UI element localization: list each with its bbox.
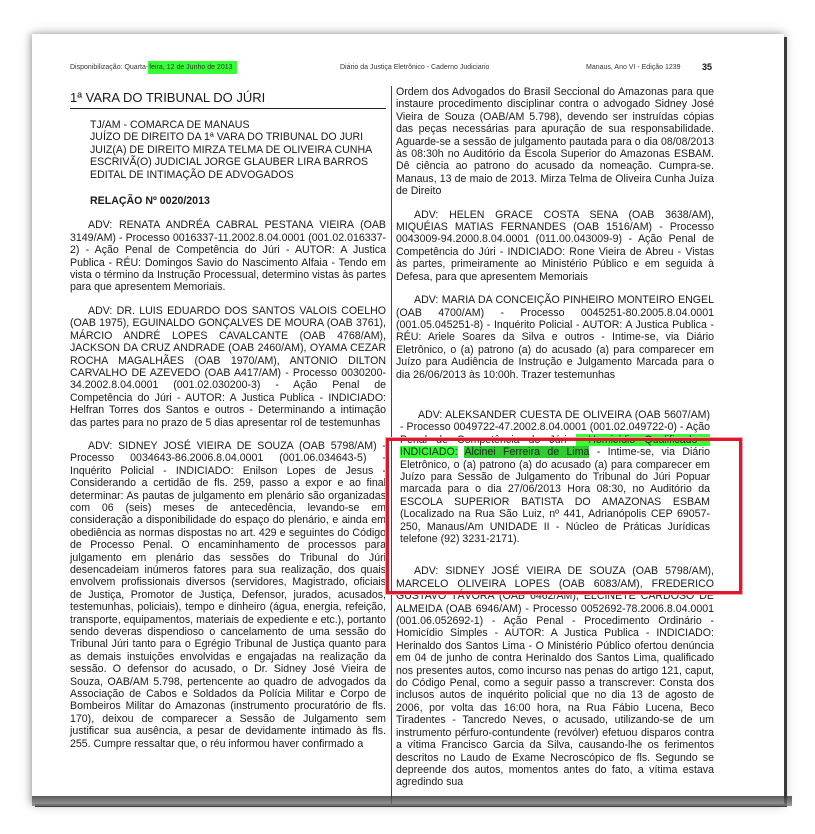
right-column (396, 86, 714, 800)
section-title: 1ª VARA DO TRIBUNAL DO JÚRI (70, 86, 386, 109)
notice-text: ADV: ALEKSANDER CUESTA DE OLIVEIRA (OAB 5607/AM) - Processo 0049722-47.2002.8.04.0001 (001.02.049722-0) - Ação Penal de Competência do Júri (400, 408, 710, 446)
page-number: 35 (702, 62, 713, 72)
highlighted-notice (396, 401, 714, 551)
notice-paragraph: ADV: HELEN GRACE COSTA SENA (OAB 3638/AM), MIQUÉIAS MATIAS FERNANDES (OAB 1516/AM) - Processo 0043009-94.2000.8.04.0001 (011.00.043009-9) - Ação Penal de Competência do Júri - INDICIADO: Rone Vieira de Abreu - Vistas às partes, primeiramente ao Ministério Público e em seguida à Defesa, para que apresentem Memoriais (396, 208, 714, 283)
relacao-number: RELAÇÃO Nº 0020/2013 (90, 195, 210, 208)
document-page (32, 34, 784, 804)
notice-paragraph: ADV: DR. LUIS EDUARDO DOS SANTOS VALOIS COELHO (OAB 1975), EGUINALDO GONÇALVES DE MOURA (OAB 3761), MÁRCIO ANDRÉ LOPES CAVALCANTE (OAB 4768/AM), JACKSON DA CRUZ ANDRADE (OAB 2460/AM), OYAMA CEZAR ROCHA MAGALHÃES (OAB 1970/AM), ANTONIO DILTON CARVALHO DE AZEVEDO (OAB A417/AM) - Processo 0030200-34.2002.8.04.0001 (001.02.030200-3) - Ação Penal de Competência do Júri - AUTOR: A Justica Publica - INDICIADO: Helfran Torres dos Santos e outros - Determinando a intimação das partes para no prazo de 5 dias apresentar rol de testemunhas (70, 304, 386, 429)
court-header (70, 119, 386, 181)
highlighted-defendant: Alcinei Ferreira de Lima (464, 446, 590, 459)
court-line: JUIZ(A) DE DIREITO MIRZA TELMA DE OLIVEIRA CUNHA (90, 143, 373, 156)
court-line: ESCRIVÃ(O) JUDICIAL JORGE GLAUBER LIRA BARROS (90, 156, 369, 169)
publication-date (70, 64, 237, 71)
highlighted-date: feira, 12 de Junho de 2013 (148, 61, 236, 74)
court-line: JUÍZO DE DIREITO DA 1ª VARA DO TRIBUNAL DO JURI (90, 131, 364, 144)
publication-date-prefix: Disponibilização: Quarta- (70, 64, 149, 71)
page-header (32, 60, 784, 76)
journal-name: Diário da Justiça Eletrônico - Caderno Judiciario (340, 64, 490, 71)
notice-paragraph: ADV: SIDNEY JOSÉ VIEIRA DE SOUZA (OAB 5798/AM), MARCELO OLIVEIRA LOPES (OAB 6083/AM), FREDERICO GUSTAVO TÁVORA (OAB 6462/AM), ELCINETE CARDOSO DE ALMEIDA (OAB 6946/AM) - Processo 0052692-78.2006.8.04.0001 (001.06.052692-1) - Ação Penal - Procedimento Ordinário - Homicídio Simples - AUTOR: A Justica Publica - INDICIADO: Herinaldo dos Santos Lima - O Ministério Público ofertou denúncia em 04 de junho de contra Herinaldo dos Santos Lima, qualificado nos presentes autos, como incurso nas penas do artigo 121, caput, do Código Penal, como a seguir passo a transcrever: Consta dos inclusos autos de inquérito policial que no dia 13 de agosto de 2006, por volta das 16:00 hora, na Rua Fábio Lucena, Beco Tiradentes - Tancredo Neves, o acusado, utilizando-se de um instrumento pérfuro-contundente (revólver) efetuou disparos contra a vítima Francisco Garcia da Silva, causando-lhe os ferimentos descritos no Laudo de Exame Necroscópico de fls. Segundo se depreende dos autos, momentos antes do fato, a vítima estava agredindo sua (396, 565, 714, 789)
highlighted-charge: - Homicídio Qualificado - INDICIADO: (400, 433, 711, 459)
notice-text: - Intime-se, via Diário Eletrônico, o (a) patrono (a) do acusado (a) para comparecer em Juízo para Sessão de Julgamento do Tribunal do Júri Popuar marcada para o dia 27/06/2013 Hora 08:30, no Auditório da ESCOLA SUPERIOR BATISTA DO AMAZONAS ESBAM (Localizado na Rua São Luiz, nº 441, Adrianópolis CEP 69057-250, Manaus/Am UNIDADE II - Núcleo de Práticas Jurídicas telefone (92) 3231-2171). (400, 446, 710, 545)
notice-paragraph: ADV: SIDNEY JOSÉ VIEIRA DE SOUZA (OAB 5798/AM) - Processo 0034643-86.2006.8.04.0001 (001.06.034643-5) - Inquérito Policial - INDICIADO: Enilson Lopes de Jesus - Considerando a certidão de fls. 259, passo a expor e ao final determinar: As pautas de julgamento em plenário são organizadas com 06 (seis) meses de antecedência, levando-se em consideração a disponibilidade do espaço do plenário, e ainda em obediência as normas dispostas no art. 429 e seguintes do Código de Processo Penal. O encaminhamento de processos para julgamento em plenário das sessões do Tribunal do Júri desencadeiam inúmeros fatores para sua realização, dos quais envolvem profissionais diversos (servidores, Magistrado, oficiais de Justiça, Promotor de Justiça, Defensor, jurados, acusados, testemunhas, policiais), tempo e dinheiro (água, energia, refeição, transporte, equipamentos, materiais de expediente e etc.), portanto sendo deveras dispendioso o cancelamento de uma sessão do Tribunal Júri tanto para o Egrégio Tribunal de Justiça quanto para as demais instuições envolvidas e engajadas na realização da sessão. O defensor do acusado, o Dr. Sidney José Vieira de Souza, OAB/AM 5.798, pertencente ao quadro de advogados da Associação de Cabos e Soldados da Polícia Militar e Corpo de Bombeiros Militar do Amazonas (instrumento procuratório de fls. 170), deixou de comparecer a Sessão de Julgamento sem justificar sua ausência, a pesar de devidamente intimado às fls. 255. Cumpre ressaltar que, o réu informou haver confirmado a (70, 439, 386, 750)
notice-paragraph: ADV: RENATA ANDRÉA CABRAL PESTANA VIEIRA (OAB 3149/AM) - Processo 0016337-11.2002.8.04.0001 (001.02.016337-2) - Ação Penal de Competência do Júri - AUTOR: A Justica Publica - RÉU: Domingos Savio do Nascimento Alfaia - Tendo em vista o término da Instrução Processual, determino vistas às partes para que apresentem Memoriais. (70, 219, 386, 294)
court-line: TJ/AM - COMARCA DE MANAUS (90, 119, 250, 131)
edition-info: Manaus, Ano VI - Edição 1239 (586, 64, 681, 71)
left-column (70, 86, 386, 761)
page-shadow (32, 796, 792, 806)
notice-paragraph: ADV: MARIA DA CONCEIÇÃO PINHEIRO MONTEIRO ENGEL (OAB 4700/AM) - Processo 0045251-80.2005.8.04.0001 (001.05.045251-8) - Inquérito Policial - AUTOR: A Justica Publica - RÉU: Ariele Soares da Silva e outros - Intime-se, via Diário Eletrônico, o (a) patrono (a) do acusado (a) para comparecer em Juízo para Audiência de Instrução e Julgamento Marcada para o dia 26/06/2013 às 10:00h. Trazer testemunhas (396, 294, 714, 381)
notice-paragraph: Ordem dos Advogados do Brasil Seccional do Amazonas para que instaure procedimento disciplinar contra o advogado Sidney José Vieira de Souza (OAB/AM 5.798), devendo ser instruídas cópias das peças necessárias para apuração de sua responsabilidade. Aguarde-se a sessão de julgamento pautada para o dia 08/08/2013 às 08:30h no Auditório da Escola Superior do Amazonas ESBAM. Dê ciência ao patrono do acusado da nomeação. Cumpra-se. Manaus, 13 de maio de 2013. Mirza Telma de Oliveira Cunha Juíza de Direito (396, 86, 714, 198)
column-divider (391, 86, 392, 804)
court-line: EDITAL DE INTIMAÇÃO DE ADVOGADOS (90, 168, 294, 181)
